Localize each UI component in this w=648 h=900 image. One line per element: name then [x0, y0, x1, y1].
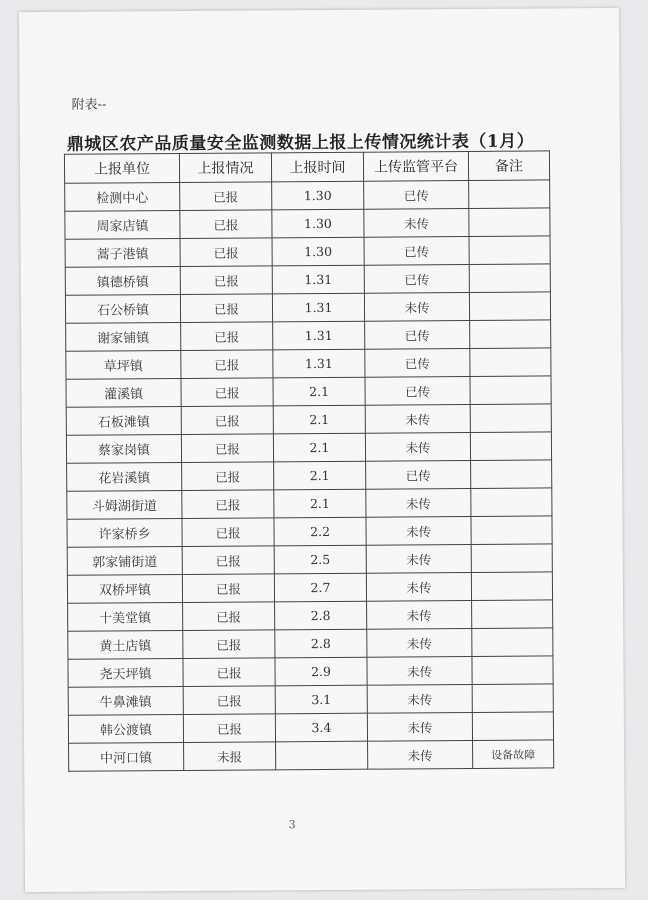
cell-note: [472, 684, 553, 713]
cell-time: 2.8: [275, 601, 367, 630]
cell-time: 1.31: [272, 293, 364, 322]
table-row: [66, 320, 551, 351]
cell-unit: 谢家铺镇: [66, 322, 181, 351]
cell-note: [472, 712, 553, 741]
cell-unit: 韩公渡镇: [68, 714, 183, 743]
cell-upload: 已传: [365, 320, 470, 349]
table-row: [67, 488, 552, 519]
table-row: [66, 404, 551, 435]
cell-unit: 许家桥乡: [67, 518, 182, 547]
cell-upload: 未传: [364, 292, 469, 321]
table-row: [66, 376, 551, 407]
cell-upload: 已传: [364, 236, 469, 265]
cell-upload: 未传: [368, 740, 473, 769]
table-row: [66, 348, 551, 379]
cell-unit: 石公桥镇: [65, 294, 180, 323]
cell-unit: 黄土店镇: [68, 630, 183, 659]
cell-unit: 中河口镇: [69, 742, 184, 771]
table-row: [69, 740, 554, 771]
cell-note: [470, 404, 551, 433]
cell-time: 1.31: [273, 321, 365, 350]
cell-note: [471, 516, 552, 545]
cell-time: 2.7: [274, 573, 366, 602]
table-body: [65, 180, 554, 771]
cell-time: 1.31: [272, 265, 364, 294]
cell-upload: 未传: [365, 404, 470, 433]
cell-unit: 蒿子港镇: [65, 238, 180, 267]
cell-note: [469, 236, 550, 265]
cell-unit: 双桥坪镇: [67, 574, 182, 603]
cell-unit: 镇德桥镇: [65, 266, 180, 295]
cell-note: [470, 432, 551, 461]
cell-upload: 未传: [366, 572, 471, 601]
cell-status: 已报: [183, 714, 275, 743]
cell-time: [276, 741, 368, 770]
document-page: [19, 8, 625, 892]
table-row: [67, 572, 552, 603]
cell-upload: 未传: [367, 712, 472, 741]
cell-unit: 周家店镇: [65, 210, 180, 239]
cell-unit: 郭家铺街道: [67, 546, 182, 575]
document-title: 鼎城区农产品质量安全监测数据上报上传情况统计表（1月）: [66, 131, 535, 155]
cell-note: [470, 320, 551, 349]
cell-unit: 检测中心: [65, 182, 180, 211]
statistics-table: [64, 150, 554, 771]
cell-status: 已报: [180, 238, 272, 267]
table-row: [67, 544, 552, 575]
table-row: [65, 236, 550, 267]
cell-time: 2.8: [275, 629, 367, 658]
cell-unit: 斗姆湖街道: [67, 490, 182, 519]
cell-upload: 未传: [367, 656, 472, 685]
cell-time: 1.30: [272, 237, 364, 266]
cell-status: 已报: [183, 658, 275, 687]
cell-status: 已报: [180, 182, 272, 211]
cell-note: [471, 544, 552, 573]
header-unit: 上报单位: [64, 153, 179, 183]
cell-status: 已报: [182, 462, 274, 491]
cell-status: 已报: [183, 630, 275, 659]
table-row: [68, 656, 553, 687]
cell-time: 2.1: [274, 461, 366, 490]
table-row: [65, 264, 550, 295]
table-row: [67, 460, 552, 491]
header-note: 备注: [468, 151, 549, 181]
cell-status: 已报: [180, 294, 272, 323]
cell-upload: 已传: [364, 180, 469, 209]
cell-note: [472, 628, 553, 657]
cell-upload: 未传: [366, 516, 471, 545]
cell-time: 2.1: [273, 405, 365, 434]
header-upload: 上传监管平台: [363, 151, 468, 181]
cell-note: [470, 348, 551, 377]
cell-upload: 未传: [365, 432, 470, 461]
cell-upload: 已传: [366, 460, 471, 489]
cell-time: 1.31: [273, 349, 365, 378]
cell-status: 已报: [182, 574, 274, 603]
cell-upload: 未传: [364, 208, 469, 237]
cell-status: 已报: [182, 518, 274, 547]
cell-upload: 已传: [365, 348, 470, 377]
table-row: [68, 684, 553, 715]
cell-unit: 草坪镇: [66, 350, 181, 379]
cell-status: 已报: [180, 210, 272, 239]
cell-upload: 未传: [366, 488, 471, 517]
cell-note: [469, 208, 550, 237]
cell-note: [471, 488, 552, 517]
cell-status: 已报: [180, 266, 272, 295]
table-header-row: [64, 151, 549, 183]
cell-time: 2.2: [274, 517, 366, 546]
cell-unit: 牛鼻滩镇: [68, 686, 183, 715]
cell-time: 3.1: [275, 685, 367, 714]
table-row: [68, 628, 553, 659]
table-row: [65, 208, 550, 239]
cell-time: 1.30: [272, 181, 364, 210]
page-number: 3: [288, 818, 296, 832]
cell-unit: 蔡家岗镇: [66, 434, 181, 463]
cell-time: 2.1: [273, 377, 365, 406]
cell-note: [472, 656, 553, 685]
table-row: [65, 180, 550, 211]
cell-note: [472, 600, 553, 629]
table-row: [66, 432, 551, 463]
cell-note: 设备故障: [473, 740, 554, 769]
cell-note: [469, 264, 550, 293]
cell-upload: 已传: [364, 264, 469, 293]
cell-time: 3.4: [275, 713, 367, 742]
cell-status: 已报: [181, 434, 273, 463]
cell-status: 已报: [181, 322, 273, 351]
table-row: [67, 516, 552, 547]
cell-time: 2.1: [274, 489, 366, 518]
cell-unit: 尧天坪镇: [68, 658, 183, 687]
cell-upload: 已传: [365, 376, 470, 405]
cell-note: [471, 460, 552, 489]
cell-time: 2.9: [275, 657, 367, 686]
header-time: 上报时间: [271, 152, 363, 182]
cell-status: 未报: [184, 742, 276, 771]
table-row: [68, 600, 553, 631]
cell-note: [470, 376, 551, 405]
cell-status: 已报: [181, 350, 273, 379]
cell-note: [469, 292, 550, 321]
header-status: 上报情况: [179, 153, 271, 183]
cell-unit: 灌溪镇: [66, 378, 181, 407]
cell-status: 已报: [183, 602, 275, 631]
cell-status: 已报: [182, 490, 274, 519]
cell-time: 2.5: [274, 545, 366, 574]
cell-upload: 未传: [367, 684, 472, 713]
cell-status: 已报: [182, 546, 274, 575]
cell-status: 已报: [183, 686, 275, 715]
cell-unit: 十美堂镇: [68, 602, 183, 631]
cell-upload: 未传: [367, 600, 472, 629]
cell-unit: 石板滩镇: [66, 406, 181, 435]
cell-time: 1.30: [272, 209, 364, 238]
cell-note: [471, 572, 552, 601]
table-row: [65, 292, 550, 323]
table-row: [68, 712, 553, 743]
cell-unit: 花岩溪镇: [67, 462, 182, 491]
cell-status: 已报: [181, 378, 273, 407]
cell-note: [469, 180, 550, 209]
cell-upload: 未传: [366, 544, 471, 573]
annex-label: 附表--: [71, 97, 107, 113]
cell-status: 已报: [181, 406, 273, 435]
cell-upload: 未传: [367, 628, 472, 657]
cell-time: 2.1: [273, 433, 365, 462]
